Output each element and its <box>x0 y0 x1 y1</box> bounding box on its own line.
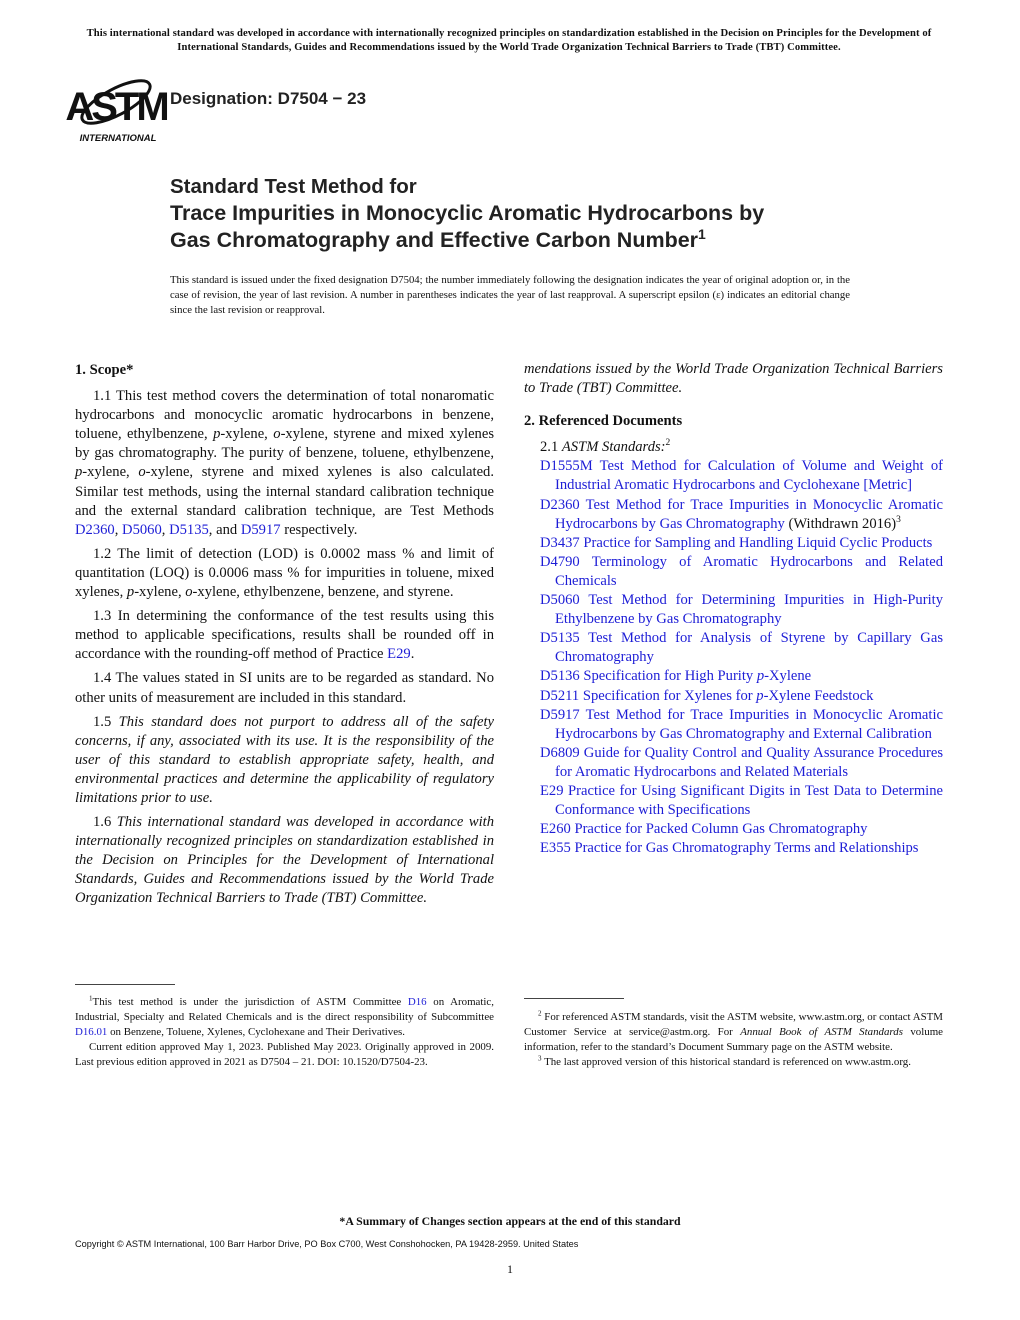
reference-link[interactable]: D2360 <box>540 496 580 513</box>
reference-link[interactable]: E355 <box>540 840 571 857</box>
svg-text:ASTM: ASTM <box>65 85 167 129</box>
reference-link[interactable]: Guide for Quality Control and Quality Assurance Procedures for Aromatic Hydrocarbons and Related Materials <box>555 744 943 780</box>
title-line-2: Trace Impurities in Monocyclic Aromatic Hydrocarbons by <box>170 201 765 225</box>
text-run: -xylene, ethylbenzene, benzene, and styrene. <box>192 584 454 601</box>
text-run: 1.3 In determining the conformance of the test results using this method to applicable specifications, results shall be rounded off in accordance with the rounding-off method of Practice <box>75 608 494 663</box>
right-column <box>524 361 943 858</box>
footnotes-right <box>524 1010 943 1070</box>
text-run: -xylene, <box>82 464 139 481</box>
paragraph <box>75 387 494 540</box>
text-run: The last approved version of this historical standard is referenced on www.astm.org. <box>541 1056 911 1068</box>
reference-link[interactable]: D16.01 <box>75 1026 108 1038</box>
reference-link[interactable]: D5917 <box>540 706 580 723</box>
text-run: 1.2 The limit of detection (LOD) is 0.0002 mass % and limit of quantitation (LOQ) is 0.0006 mass % for impurities in toluene, mixed xylenes, <box>75 545 494 601</box>
reference-link[interactable]: E260 <box>540 821 571 838</box>
reference-item <box>540 744 943 782</box>
reference-link[interactable]: Practice for Using Significant Digits in Test Data to Determine Conformance with Specifications <box>555 782 943 819</box>
designation: Designation: D7504 − 23 <box>170 89 367 108</box>
reference-link[interactable]: Test Method for Trace Impurities in Monocyclic Aromatic Hydrocarbons by Gas Chromatography <box>555 496 943 532</box>
text-run: 1.6 <box>93 814 117 831</box>
title-footnote-mark: 1 <box>698 225 706 242</box>
section-heading-scope: 1. Scope* <box>75 362 134 378</box>
footnote-rule-right <box>524 998 624 999</box>
footnote-mark: 1 <box>89 994 93 1003</box>
paragraph <box>75 545 494 602</box>
reference-list <box>524 457 943 858</box>
subsection-astm-standards <box>540 438 943 457</box>
reference-link[interactable]: p <box>756 687 764 704</box>
footnote-mark: 2 <box>665 438 671 449</box>
document-title <box>170 174 930 254</box>
reference-link[interactable]: -Xylene <box>764 668 812 685</box>
text-run: 1.5 <box>93 713 119 730</box>
title-line-1: Standard Test Method for <box>170 175 417 198</box>
text-run: o <box>138 464 146 481</box>
text-run: , and <box>208 521 241 538</box>
reference-link[interactable]: D6809 <box>540 744 580 761</box>
reference-item <box>540 667 943 686</box>
reference-item <box>540 629 943 667</box>
paragraph <box>75 713 494 808</box>
reference-link[interactable]: p <box>756 668 765 685</box>
footnotes-left <box>75 995 494 1070</box>
reference-link[interactable]: Test Method for Determining Impurities in High-Purity Ethylbenzene by Gas Chromatography <box>555 592 943 628</box>
text-run: on Aromatic, Industrial, Specialty and Related Chemicals and is the direct responsibility of Subcommittee <box>75 996 494 1023</box>
summary-of-changes-note: *A Summary of Changes section appears at the end of this standard <box>339 1214 681 1228</box>
footnote-mark: 3 <box>538 1054 542 1063</box>
reference-link[interactable]: D3437 <box>540 534 580 551</box>
text-run: -xylene, styrene and mixed xylenes is also calculated. Similar test methods, using the internal standard calibration technique and the external standard calibration technique, are Test Methods <box>75 464 494 519</box>
paragraph <box>75 607 494 664</box>
text-run: 1.4 The values stated in SI units are to be regarded as standard. No other units of measurement are included in this standard. <box>75 670 494 706</box>
text-run: (Withdrawn 2016) <box>784 515 897 532</box>
text-run: p <box>213 426 221 443</box>
text-run: 1.1 This test method covers the determination of total nonaromatic hydrocarbons and monocyclic aromatic hydrocarbons in benzene, toluene, ethylbenzene, <box>75 388 494 443</box>
reference-link[interactable]: E29 <box>540 782 564 799</box>
text-run: -xylene, styrene and mixed xylenes by gas chromatography. The purity of benzene, toluene, ethylbenzene, <box>75 426 494 462</box>
text-run: on Benzene, Toluene, Xylenes, Cyclohexane and Their Derivatives. <box>107 1026 405 1038</box>
reference-link[interactable]: D2360 <box>75 521 115 538</box>
text-run: , <box>161 521 170 538</box>
text-run: . <box>410 646 415 663</box>
paragraph <box>524 1010 943 1055</box>
reference-link[interactable]: -Xylene Feedstock <box>763 687 874 704</box>
text-run: p <box>126 584 135 601</box>
reference-link[interactable]: D4790 <box>540 553 580 570</box>
reference-link[interactable]: D5135 <box>540 630 580 647</box>
reference-link[interactable]: Practice for Packed Column Gas Chromatography <box>570 821 868 838</box>
reference-item <box>540 839 943 858</box>
footnote-rule-left <box>75 984 175 985</box>
scope-paragraphs <box>75 387 494 908</box>
reference-item <box>540 591 943 629</box>
issue-statement: This standard is issued under the fixed designation D7504; the number immediately following the designation indicates the year of original adoption or, in the case of revision, the year of last revision. A number in parentheses indicates the year of last reapproval. A superscript epsilon (ε) indicates an editorial change since the last revision or reapproval. <box>170 274 850 316</box>
continued-text: mendations issued by the World Trade Organization Technical Barriers to Trade (TBT) Committee. <box>524 361 943 397</box>
text-run: o <box>273 426 281 443</box>
subsection-label: ASTM Standards: <box>561 439 666 456</box>
reference-item <box>540 457 943 495</box>
footnote-mark: 2 <box>538 1009 542 1018</box>
reference-link[interactable]: Specification for High Purity <box>579 668 757 685</box>
reference-link[interactable]: D5060 <box>122 521 162 538</box>
section-heading-referenced-documents: 2. Referenced Documents <box>524 413 683 430</box>
text-run: Current edition approved May 1, 2023. Published May 2023. Originally approved in 2009. Last previous edition approved in 2021 as D7504 – 21. DOI: 10.1520/D7504-23. <box>75 1041 494 1068</box>
reference-link[interactable]: D5136 <box>540 668 580 685</box>
page-number: 1 <box>507 1262 513 1276</box>
reference-link[interactable]: Terminology of Aromatic Hydrocarbons and Related Chemicals <box>555 553 943 589</box>
text-run: This standard does not purport to address all of the safety concerns, if any, associated with its use. It is the responsibility of the user of this standard to establish appropriate safety, health, and environmental practices and determine the applicability of regulatory limitations prior to use. <box>75 713 494 806</box>
reference-item <box>540 553 943 591</box>
reference-link[interactable]: D5135 <box>169 521 209 538</box>
paragraph <box>75 1040 494 1070</box>
copyright: Copyright © ASTM International, 100 Barr Harbor Drive, PO Box C700, West Conshohocken, PA 19428-2959. United States <box>75 1239 579 1249</box>
text-run: , <box>114 521 123 538</box>
standard-notice: This international standard was developed in accordance with internationally recognized principles on standardization established in the Decision on Principles for the Development of International Standards, Guides and Recommendations issued by the World Trade Organization Technical Barriers to Trade (TBT) Committee. <box>86 28 932 53</box>
paragraph <box>75 813 494 908</box>
text-run: o <box>185 584 193 601</box>
reference-link[interactable]: Practice for Gas Chromatography Terms and Relationships <box>570 840 919 857</box>
reference-item <box>540 687 943 706</box>
text-run: respectively. <box>280 521 358 538</box>
paragraph <box>524 1055 943 1070</box>
reference-item <box>540 782 943 820</box>
reference-link[interactable]: D5917 <box>240 521 281 538</box>
text-run: This test method is under the jurisdiction of ASTM Committee <box>92 996 408 1008</box>
subsection-number: 2.1 <box>540 439 562 456</box>
reference-link[interactable]: Test Method for Analysis of Styrene by Capillary Gas Chromatography <box>555 630 943 666</box>
reference-link[interactable]: E29 <box>387 646 411 663</box>
reference-item <box>540 496 943 534</box>
text-run: p <box>75 464 83 481</box>
astm-logo <box>65 68 167 144</box>
reference-item <box>540 706 943 744</box>
text-run: -xylene, <box>220 426 274 443</box>
title-line-3: Gas Chromatography and Effective Carbon Number <box>170 228 699 252</box>
reference-link[interactable]: D5060 <box>540 592 580 609</box>
text-run: volume information, refer to the standard’s Document Summary page on the ASTM website. <box>524 1026 944 1053</box>
text-run: This international standard was developed in accordance with internationally recognized principles on standardization established in the Decision on Principles for the Development of International Standards, Guides and Recommendations issued by the World Trade Organization Technical Barriers to Trade (TBT) Committee. <box>75 814 495 907</box>
reference-link[interactable]: D16 <box>407 996 427 1008</box>
svg-text:INTERNATIONAL: INTERNATIONAL <box>79 133 157 144</box>
reference-link[interactable]: Specification for Xylenes for <box>579 687 757 704</box>
reference-item <box>540 534 943 553</box>
text-run: Annual Book of ASTM Standards <box>740 1026 903 1038</box>
reference-item <box>540 820 943 839</box>
left-column <box>75 361 494 914</box>
footnote-mark: 3 <box>896 514 901 525</box>
reference-link[interactable]: D5211 <box>540 687 580 704</box>
text-run: For referenced ASTM standards, visit the ASTM website, www.astm.org, or contact ASTM Customer Service at service@astm.org. For <box>524 1011 943 1038</box>
reference-link[interactable]: Test Method for Calculation of Volume and Weight of Industrial Aromatic Hydrocarbons and Cyclohexane [Metric] <box>555 458 943 494</box>
reference-link[interactable]: Test Method for Trace Impurities in Monocyclic Aromatic Hydrocarbons by Gas Chromatography and External Calibration <box>555 706 943 742</box>
paragraph <box>75 995 494 1040</box>
text-run: -xylene, <box>134 584 186 601</box>
paragraph <box>75 669 494 707</box>
reference-link[interactable]: D1555M <box>540 458 593 475</box>
reference-link[interactable]: Practice for Sampling and Handling Liquid Cyclic Products <box>579 534 933 551</box>
